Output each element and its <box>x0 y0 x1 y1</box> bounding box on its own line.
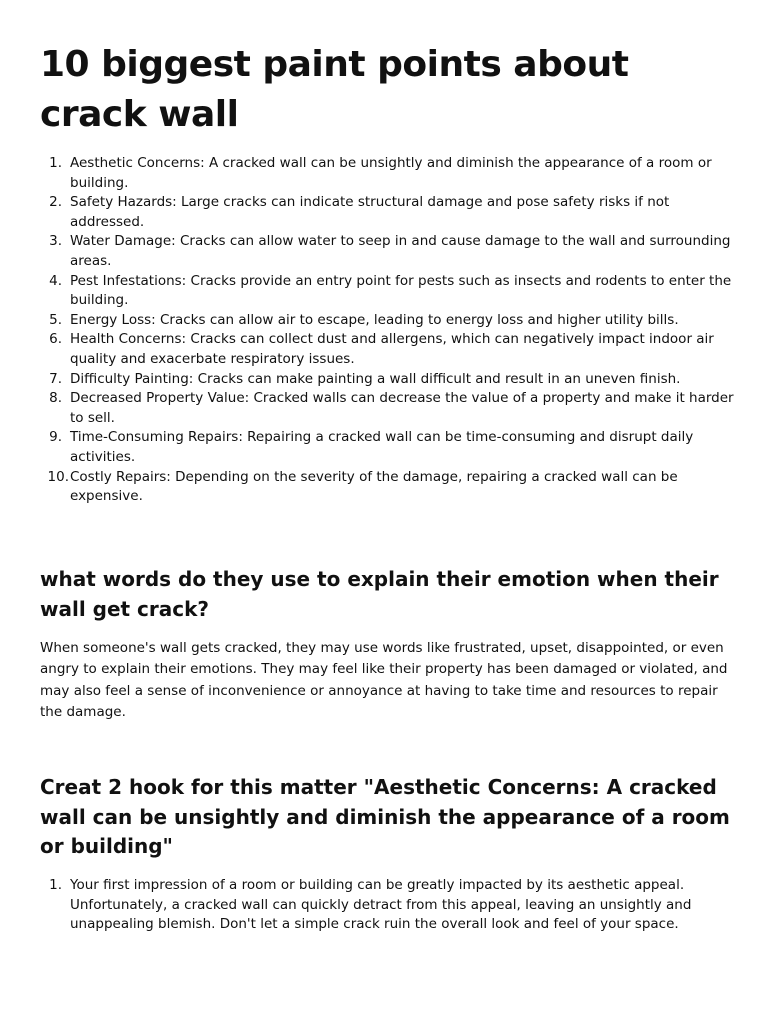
pain-points-list <box>0 154 768 507</box>
list-item <box>0 389 768 428</box>
list-item-text: Decreased Property Value: Cracked walls can decrease the value of a property and make it harder to sell. <box>70 390 734 426</box>
list-item <box>0 232 768 271</box>
list-item <box>0 370 768 390</box>
list-item-text: Health Concerns: Cracks can collect dust and allergens, which can negatively impact indoor air quality and exacerbate respiratory issues. <box>70 331 714 367</box>
page-title: 10 biggest paint points about crack wall <box>40 44 629 135</box>
list-item-text: Pest Infestations: Cracks provide an entry point for pests such as insects and rodents to enter the building. <box>70 272 732 309</box>
list-item-number: 5. <box>49 311 62 328</box>
hook-heading: Creat 2 hook for this matter "Aesthetic Concerns: A cracked wall can be unsightly and diminish the appearance of a room or building" <box>40 775 730 858</box>
list-item-text: Difficulty Painting: Cracks can make painting a wall difficult and result in an uneven finish. <box>70 370 681 387</box>
list-item-number: 6. <box>49 331 62 348</box>
list-item-text: Your first impression of a room or building can be greatly impacted by its aesthetic appeal. Unfortunately, a cracked wall can quickly detract from this appeal, leaving an unsightly and unappealing blemish. Don't let a simple crack ruin the overall look and feel of your space. <box>70 877 692 933</box>
list-item <box>0 428 768 467</box>
list-item-number: 2. <box>49 194 62 211</box>
list-item-text: Aesthetic Concerns: A cracked wall can be unsightly and diminish the appearance of a room or building. <box>70 155 712 191</box>
list-item-text: Energy Loss: Cracks can allow air to escape, leading to energy loss and higher utility bills. <box>70 311 679 328</box>
list-item <box>0 876 768 935</box>
list-item-number: 1. <box>49 877 62 893</box>
list-item-text: Safety Hazards: Large cracks can indicate structural damage and pose safety risks if not addressed. <box>70 194 670 230</box>
list-item-number: 7. <box>49 370 62 387</box>
list-item-number: 3. <box>49 233 62 250</box>
list-item-number: 4. <box>49 272 62 289</box>
hooks-list <box>0 876 768 935</box>
list-item <box>0 330 768 369</box>
list-item-number: 1. <box>49 155 62 171</box>
emotion-paragraph: When someone's wall gets cracked, they may use words like frustrated, upset, disappointed, or even angry to explain their emotions. They may feel like their property has been damaged or violated, and may also feel a sense of inconvenience or annoyance at having to take time and resources to repair the damage. <box>40 640 728 721</box>
list-item-text: Costly Repairs: Depending on the severity of the damage, repairing a cracked wall can be expensive. <box>70 468 678 505</box>
list-item <box>0 193 768 232</box>
list-item <box>0 311 768 331</box>
list-item-number: 9. <box>49 429 62 446</box>
list-item-text: Time-Consuming Repairs: Repairing a cracked wall can be time-consuming and disrupt daily activities. <box>70 429 694 465</box>
list-item-number: 8. <box>49 390 62 407</box>
list-item <box>0 154 768 193</box>
emotion-heading: what words do they use to explain their emotion when their wall get crack? <box>40 567 719 621</box>
list-item <box>0 272 768 311</box>
list-item-text: Water Damage: Cracks can allow water to seep in and cause damage to the wall and surrounding areas. <box>70 233 731 269</box>
list-item <box>0 468 768 507</box>
list-item-number: 10. <box>47 468 69 485</box>
